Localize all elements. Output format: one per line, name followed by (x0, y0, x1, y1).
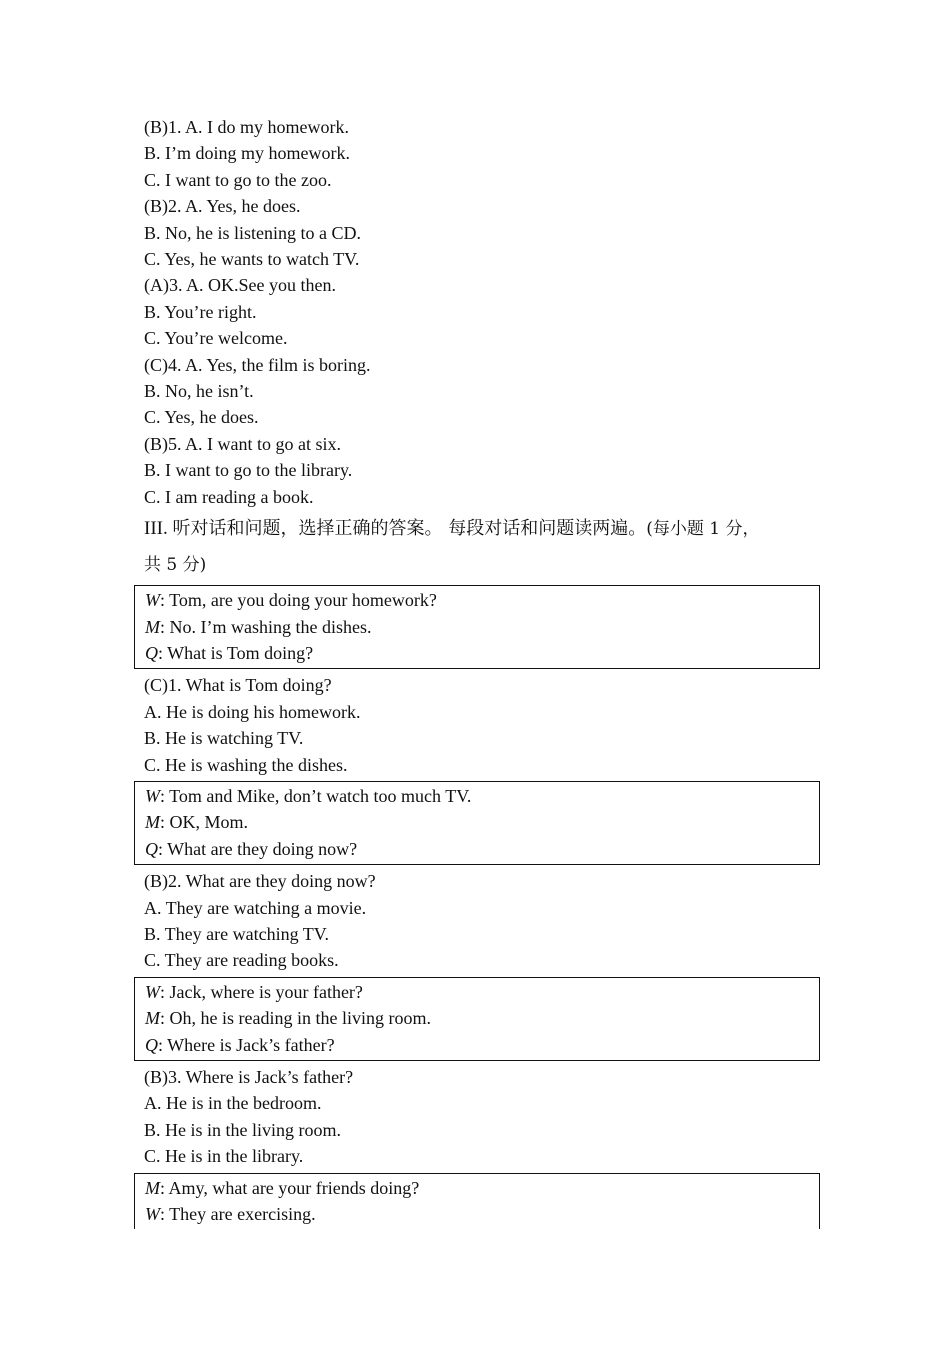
section-number: III. (144, 518, 168, 540)
list-item: B. You’re right. (144, 301, 257, 322)
speaker-label: M (145, 812, 160, 833)
speaker-label: M (145, 1177, 160, 1198)
list-item: B. I want to go to the library. (144, 460, 353, 481)
section-score-open: (每小题 1 分， (646, 519, 760, 540)
speaker-label: M (145, 616, 160, 637)
dialogue-line (145, 640, 819, 666)
dialogue-text: : OK, Mom. (160, 812, 249, 833)
part2-items (144, 114, 824, 510)
speaker-label: Q (145, 642, 158, 663)
dialogue-line (145, 1175, 819, 1201)
dialogue-text: : Oh, he is reading in the living room. (160, 1008, 431, 1029)
dialogue-text: : Where is Jack’s father? (158, 1034, 335, 1055)
section-score-close: 共 5 分) (144, 555, 207, 576)
option: A. They are watching a movie. (144, 897, 367, 918)
list-item: (B)5. A. I want to go at six. (144, 433, 341, 454)
section-score-line (144, 548, 824, 582)
list-item: C. You’re welcome. (144, 328, 288, 349)
dialogue-box (134, 781, 820, 865)
speaker-label: W (145, 590, 160, 611)
dialogue-text: : No. I’m washing the dishes. (160, 616, 372, 637)
list-item: (A)3. A. OK.See you then. (144, 275, 336, 296)
option: C. He is in the library. (144, 1146, 304, 1167)
list-item: B. No, he isn’t. (144, 381, 254, 402)
dialogue-box (134, 1173, 820, 1230)
dialogue-line (145, 836, 819, 862)
question: (C)1. What is Tom doing? (144, 675, 332, 696)
dialogue-line (145, 979, 819, 1005)
list-item: C. I am reading a book. (144, 486, 314, 507)
list-item: B. I’m doing my homework. (144, 143, 350, 164)
speaker-label: Q (145, 838, 158, 859)
option: A. He is doing his homework. (144, 701, 361, 722)
dialogue-line (145, 809, 819, 835)
dialogue-text: : Jack, where is your father? (160, 981, 363, 1002)
dialogue-line (145, 1032, 819, 1058)
speaker-label: M (145, 1008, 160, 1029)
dialogue-line (145, 587, 819, 613)
option: C. They are reading books. (144, 950, 339, 971)
dialogue-text: : Tom, are you doing your homework? (160, 590, 437, 611)
list-item: (C)4. A. Yes, the film is boring. (144, 354, 371, 375)
dialogue-text: : What is Tom doing? (158, 642, 314, 663)
dialogue-line (145, 614, 819, 640)
option: C. He is washing the dishes. (144, 754, 348, 775)
list-item: B. No, he is listening to a CD. (144, 222, 361, 243)
question: (B)3. Where is Jack’s father? (144, 1067, 354, 1087)
list-item: C. Yes, he wants to watch TV. (144, 249, 360, 270)
question: (B)2. What are they doing now? (144, 871, 376, 892)
option: B. He is watching TV. (144, 728, 304, 749)
dialogue-text: : They are exercising. (160, 1204, 316, 1225)
dialogue-line (145, 783, 819, 809)
speaker-label: W (145, 1204, 160, 1225)
dialogue-box (134, 977, 820, 1061)
dialogue-text: : Tom and Mike, don’t watch too much TV. (160, 785, 472, 806)
speaker-label: Q (145, 1034, 158, 1055)
section-instruction: 听对话和问题，选择正确的答案。 每段对话和问题读两遍。 (172, 518, 647, 540)
dialogue-line (145, 1005, 819, 1031)
speaker-label: W (145, 981, 160, 1002)
list-item: (B)2. A. Yes, he does. (144, 196, 301, 217)
option: B. He is in the living room. (144, 1119, 341, 1140)
dialogue-text: : What are they doing now? (158, 838, 358, 859)
dialogue-text: : Amy, what are your friends doing? (160, 1177, 420, 1198)
list-item: C. Yes, he does. (144, 407, 259, 428)
page-content (144, 114, 824, 1232)
dialogue-box (134, 585, 820, 669)
option: A. He is in the bedroom. (144, 1093, 322, 1114)
list-item: C. I want to go to the zoo. (144, 169, 332, 190)
section-heading (144, 512, 824, 546)
list-item: (B)1. A. I do my homework. (144, 117, 349, 137)
dialogue-line (145, 1201, 819, 1227)
speaker-label: W (145, 785, 160, 806)
option: B. They are watching TV. (144, 923, 329, 944)
